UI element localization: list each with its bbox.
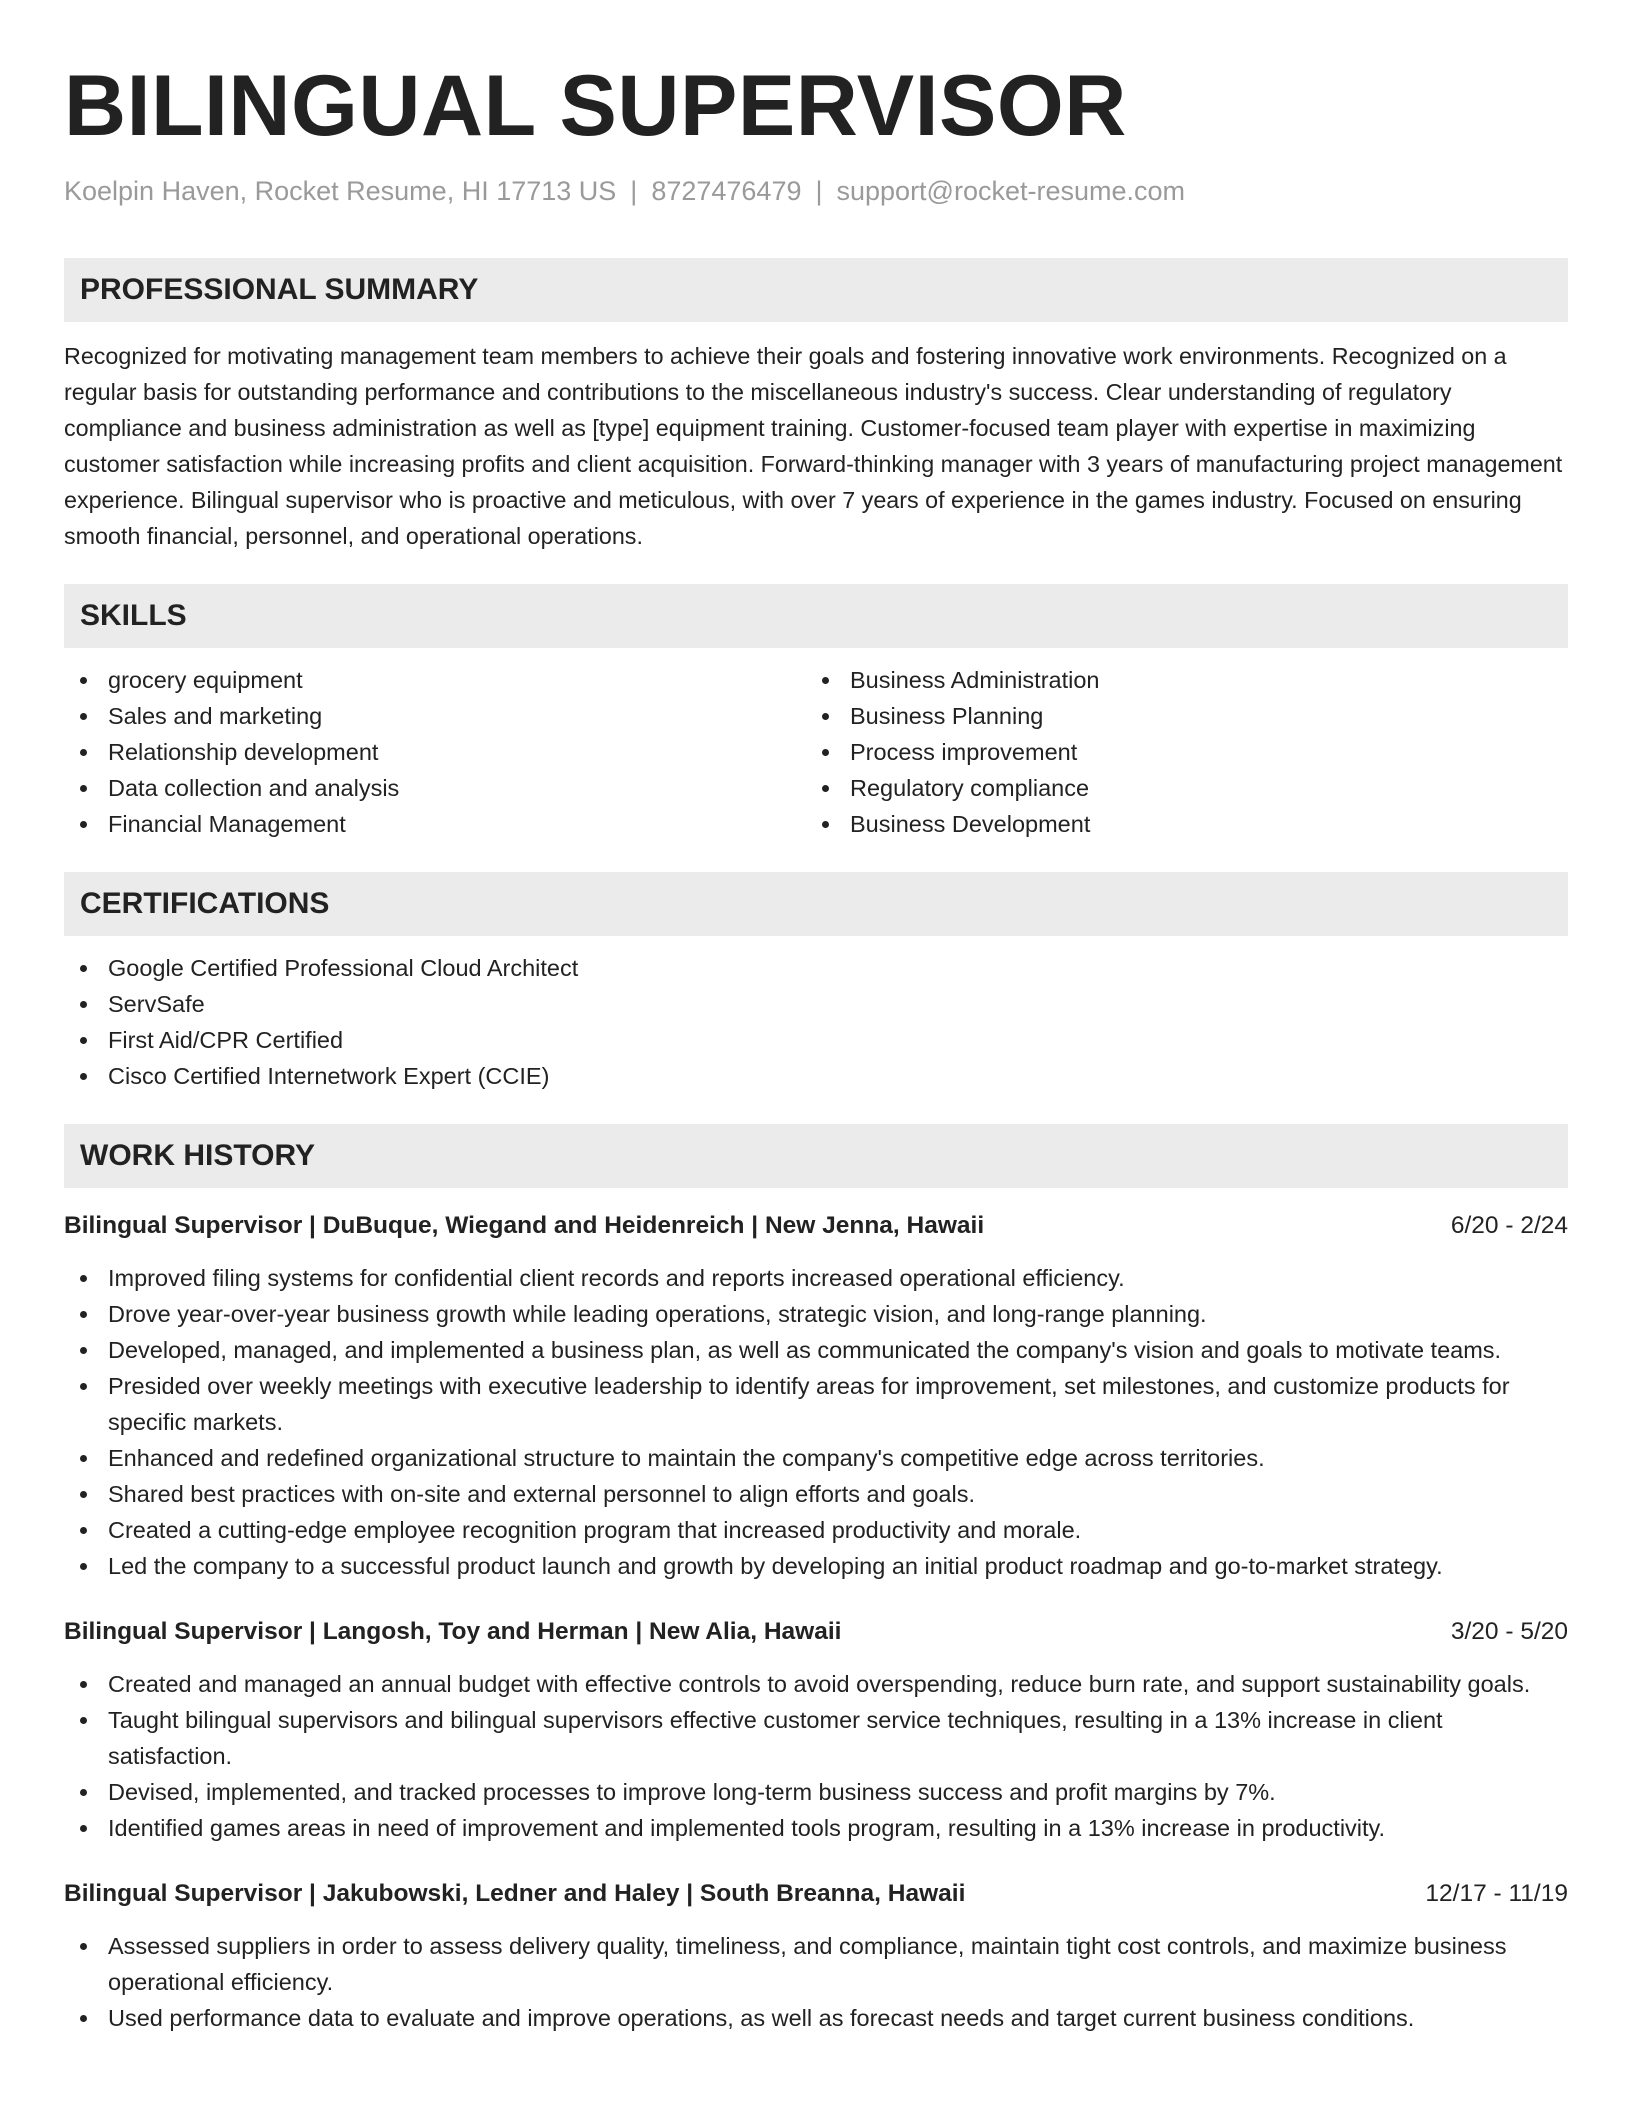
job-header xyxy=(64,1876,1568,1912)
job-bullets xyxy=(64,1928,1568,2036)
job-bullets xyxy=(64,1260,1568,1584)
job-dates: 3/20 - 5/20 xyxy=(1450,1618,1568,1645)
job-bullet: Identified games areas in need of improvement and implemented tools program, resulting in a 13% increase in productivity. xyxy=(64,1810,1568,1846)
job-bullet: Presided over weekly meetings with executive leadership to identify areas for improvement, set milestones, and customize products for specific markets. xyxy=(64,1368,1568,1440)
job-title: Bilingual Supervisor | Langosh, Toy and Herman | New Alia, Hawaii xyxy=(64,1618,842,1645)
job-title: Bilingual Supervisor | Jakubowski, Ledner and Haley | South Breanna, Hawaii xyxy=(64,1880,966,1907)
job-dates: 12/17 - 11/19 xyxy=(1425,1880,1568,1907)
candidate-name: BILINGUAL SUPERVISOR xyxy=(64,58,1127,154)
skill-item: grocery equipment xyxy=(64,662,806,698)
skill-item: Process improvement xyxy=(806,734,1548,770)
certification-item: Google Certified Professional Cloud Architect xyxy=(64,950,1568,986)
job-bullet: Assessed suppliers in order to assess delivery quality, timeliness, and compliance, maintain tight cost controls, and maximize business operational efficiency. xyxy=(64,1928,1568,2000)
certification-item: First Aid/CPR Certified xyxy=(64,1022,1568,1058)
section-heading: CERTIFICATIONS xyxy=(64,872,1568,936)
job-bullet: Created a cutting-edge employee recognition program that increased productivity and morale. xyxy=(64,1512,1568,1548)
skill-item: Business Administration xyxy=(806,662,1548,698)
section-heading: SKILLS xyxy=(64,584,1568,648)
skill-item: Business Development xyxy=(806,806,1548,842)
section-heading: PROFESSIONAL SUMMARY xyxy=(64,258,1568,322)
job-bullet: Enhanced and redefined organizational structure to maintain the company's competitive edge across territories. xyxy=(64,1440,1568,1476)
work-history-section xyxy=(64,1124,1568,2036)
contact-email: support@rocket-resume.com xyxy=(836,176,1186,206)
skill-item: Data collection and analysis xyxy=(64,770,806,806)
professional-summary-section xyxy=(64,258,1568,554)
job-bullet: Developed, managed, and implemented a business plan, as well as communicated the company's vision and goals to motivate teams. xyxy=(64,1332,1568,1368)
job-header xyxy=(64,1614,1568,1650)
job-bullet: Taught bilingual supervisors and bilingual supervisors effective customer service techniques, resulting in a 13% increase in client satisfaction. xyxy=(64,1702,1568,1774)
job-bullet: Led the company to a successful product launch and growth by developing an initial product roadmap and go-to-market strategy. xyxy=(64,1548,1568,1584)
skill-item: Business Planning xyxy=(806,698,1548,734)
job-bullet: Devised, implemented, and tracked processes to improve long-term business success and profit margins by 7%. xyxy=(64,1774,1568,1810)
certifications-section xyxy=(64,872,1568,1094)
skill-item: Financial Management xyxy=(64,806,806,842)
section-heading: WORK HISTORY xyxy=(64,1124,1568,1188)
job-bullet: Shared best practices with on-site and external personnel to align efforts and goals. xyxy=(64,1476,1568,1512)
certifications-list xyxy=(64,950,1568,1094)
job-dates: 6/20 - 2/24 xyxy=(1450,1212,1568,1239)
job-bullet: Used performance data to evaluate and improve operations, as well as forecast needs and target current business conditions. xyxy=(64,2000,1568,2036)
summary-text: Recognized for motivating management team members to achieve their goals and fostering innovative work environments. Recognized on a regular basis for outstanding performance and contributions to the miscellaneous industry's success. Clear understanding of regulatory compliance and business administration as well as [type] equipment training. Customer-focused team player with expertise in maximizing customer satisfaction while increasing profits and client acquisition. Forward-thinking manager with 3 years of manufacturing project management experience. Bilingual supervisor who is proactive and meticulous, with over 7 years of experience in the games industry. Focused on ensuring smooth financial, personnel, and operational operations. xyxy=(64,343,1563,549)
job-entry xyxy=(64,1614,1568,1846)
contact-line xyxy=(64,174,1568,208)
job-entry xyxy=(64,1876,1568,2036)
job-title: Bilingual Supervisor | DuBuque, Wiegand and Heidenreich | New Jenna, Hawaii xyxy=(64,1212,985,1239)
job-bullet: Drove year-over-year business growth while leading operations, strategic vision, and long-range planning. xyxy=(64,1296,1568,1332)
job-bullet: Improved filing systems for confidential client records and reports increased operational efficiency. xyxy=(64,1260,1568,1296)
contact-phone: 8727476479 xyxy=(651,176,802,206)
skill-item: Regulatory compliance xyxy=(806,770,1548,806)
certification-item: Cisco Certified Internetwork Expert (CCIE) xyxy=(64,1058,1568,1094)
job-bullet: Created and managed an annual budget with effective controls to avoid overspending, reduce burn rate, and support sustainability goals. xyxy=(64,1666,1568,1702)
contact-separator: | xyxy=(815,176,823,206)
skills-section xyxy=(64,584,1568,842)
certification-item: ServSafe xyxy=(64,986,1568,1022)
job-header xyxy=(64,1208,1568,1244)
contact-separator: | xyxy=(630,176,638,206)
job-bullets xyxy=(64,1666,1568,1846)
job-entry xyxy=(64,1208,1568,1584)
contact-address: Koelpin Haven, Rocket Resume, HI 17713 US xyxy=(64,176,617,206)
skill-item: Relationship development xyxy=(64,734,806,770)
skill-item: Sales and marketing xyxy=(64,698,806,734)
skills-grid xyxy=(64,662,1568,842)
skills-list-right xyxy=(806,662,1548,842)
skills-list-left xyxy=(64,662,806,842)
